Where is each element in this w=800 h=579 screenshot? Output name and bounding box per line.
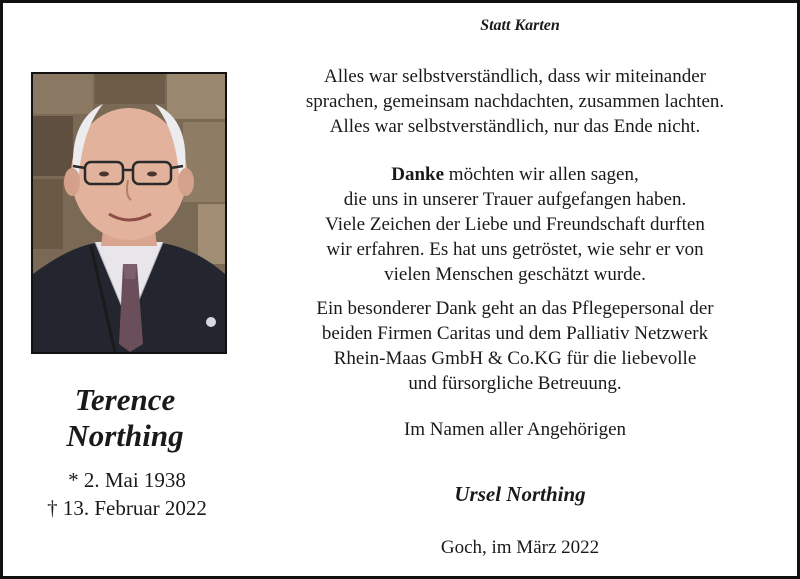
thanks-emphasis: Danke	[391, 164, 445, 185]
header-text: Statt Karten	[480, 17, 560, 34]
signature: Ursel Northing	[454, 482, 586, 506]
verse-line: sprachen, gemeinsam nachdachten, zusammen lachten.	[305, 91, 725, 112]
special-thanks-line: Rhein-Maas GmbH & Co.KG für die liebevolle	[333, 348, 697, 369]
thanks-line-rest: möchten wir allen sagen,	[444, 164, 639, 185]
place-date: Goch, im März 2022	[440, 537, 600, 558]
special-thanks-line: beiden Firmen Caritas und dem Palliativ Netzwerk	[321, 323, 709, 344]
special-thanks-line: Ein besonderer Dank geht an das Pflegepersonal der	[316, 298, 714, 319]
verse-line: Alles war selbstverständlich, nur das Ende nicht.	[329, 116, 701, 137]
on-behalf-text: Im Namen aller Angehörigen	[403, 419, 627, 440]
portrait-photo	[31, 72, 227, 354]
deceased-name	[20, 382, 230, 454]
thanks-line: die uns in unserer Trauer aufgefangen haben.	[343, 189, 687, 210]
verse-line: Alles war selbstverständlich, dass wir miteinander	[323, 66, 706, 87]
thanks-line	[255, 162, 775, 187]
thanks-line: wir erfahren. Es hat uns getröstet, wie sehr er von	[326, 239, 704, 260]
special-thanks-line: und fürsorgliche Betreuung.	[408, 373, 622, 394]
thanks-line: vielen Menschen geschätzt wurde.	[384, 264, 646, 285]
first-name: Terence	[74, 382, 176, 417]
thanks-line: Viele Zeichen der Liebe und Freundschaft durften	[325, 214, 705, 235]
death-date: † 13. Februar 2022	[47, 496, 207, 520]
last-name: Northing	[66, 418, 184, 453]
main-text	[255, 64, 775, 442]
life-dates	[22, 466, 232, 522]
birth-date: * 2. Mai 1938	[68, 468, 186, 492]
